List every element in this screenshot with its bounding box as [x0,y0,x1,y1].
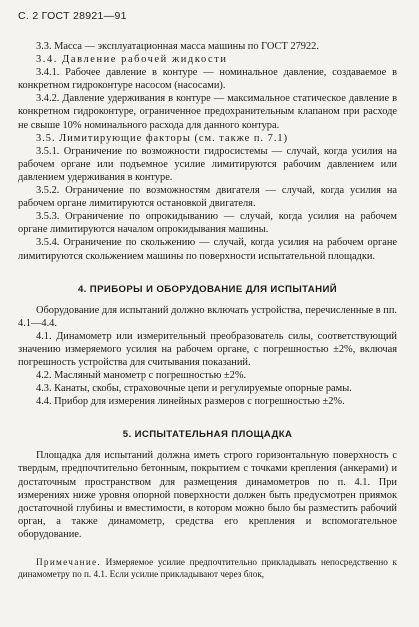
para-4-1: 4.1. Динамометр или измерительный преобразователь силы, соответствующий значению измеряемого усилия на рабочем органе, с погрешностью ±2%, включая погрешность устройства для считывания показаний. [18,330,397,368]
note-text: Измеряемое усилие предпочтительно прикладывать непосредственно к динамометру по п. 4.1. Если усилие прикладывают через блок, [18,557,397,580]
document-body [18,40,397,581]
para-3-4-1: 3.4.1. Рабочее давление в контуре — номинальное давление, создаваемое в конкретном гидроконтуре насосом (насосами). [18,67,397,92]
para-3-5-4: 3.5.4. Ограничение по скольжению — случай, когда усилия на рабочем органе лимитируются скольжением машины по поверхности испытательной площадки. [18,237,397,262]
para-3-5-3: 3.5.3. Ограничение по опрокидыванию — случай, когда усилия на рабочем органе лимитируются началом опрокидывания машины. [18,211,397,236]
para-3-3: 3.3. Масса — эксплуатационная масса машины по ГОСТ 27922. [36,41,319,52]
para-3-5-2: 3.5.2. Ограничение по возможностям двигателя — случай, когда усилия на рабочем органе лимитируются остановкой двигателя. [18,185,397,210]
para-3-4: 3.4. Давление рабочей жидкости [36,54,228,66]
para-4-2: 4.2. Масляный манометр с погрешностью ±2%. [36,370,247,382]
section-5-heading: 5. ИСПЫТАТЕЛЬНАЯ ПЛОЩАДКА [122,429,293,441]
para-4-3: 4.3. Канаты, скобы, страховочные цепи и регулируемые опорные рамы. [36,383,352,395]
para-5: Площадка для испытаний должна иметь строго горизонтальную поверхность с твердым, предпочтительно бетонным, покрытием с точками крепления (анкерами) и достаточным пространством для размещения динамометров по п. 4.1. При измерениях ниже уровня опорной поверхности должен быть предусмотрен приямок достаточной глубины и вместимости, в котором можно было бы разместить рабочий орган, а также динамометр, средства его крепления и вспомогательное оборудование. [18,450,397,540]
page-header: С. 2 ГОСТ 28921—91 [18,10,127,22]
para-3-4-2: 3.4.2. Давление удерживания в контуре — максимальное статическое давление в конкретном гидроконтуре, ограниченное предохранительным клапаном при расходе не свыше 10% номинального расхода для данного контура. [18,93,397,131]
para-4-4: 4.4. Прибор для измерения линейных размеров с погрешностью ±2%. [36,396,345,408]
note [18,556,397,581]
note-label: Примечание. [36,557,102,567]
para-3-5: 3.5. Лимитирующие факторы (см. также п. 7.1) [36,132,289,144]
section-4-heading: 4. ПРИБОРЫ И ОБОРУДОВАНИЕ ДЛЯ ИСПЫТАНИЙ [77,283,338,295]
para-3-5-1: 3.5.1. Ограничение по возможности гидросистемы — случай, когда усилия на рабочем органе или подъемное усилие лимитируются рабочим давлением или давлением удерживания в контуре. [18,145,397,183]
para-4-intro: Оборудование для испытаний должно включать устройства, перечисленные в пп. 4.1—4.4. [18,304,397,329]
